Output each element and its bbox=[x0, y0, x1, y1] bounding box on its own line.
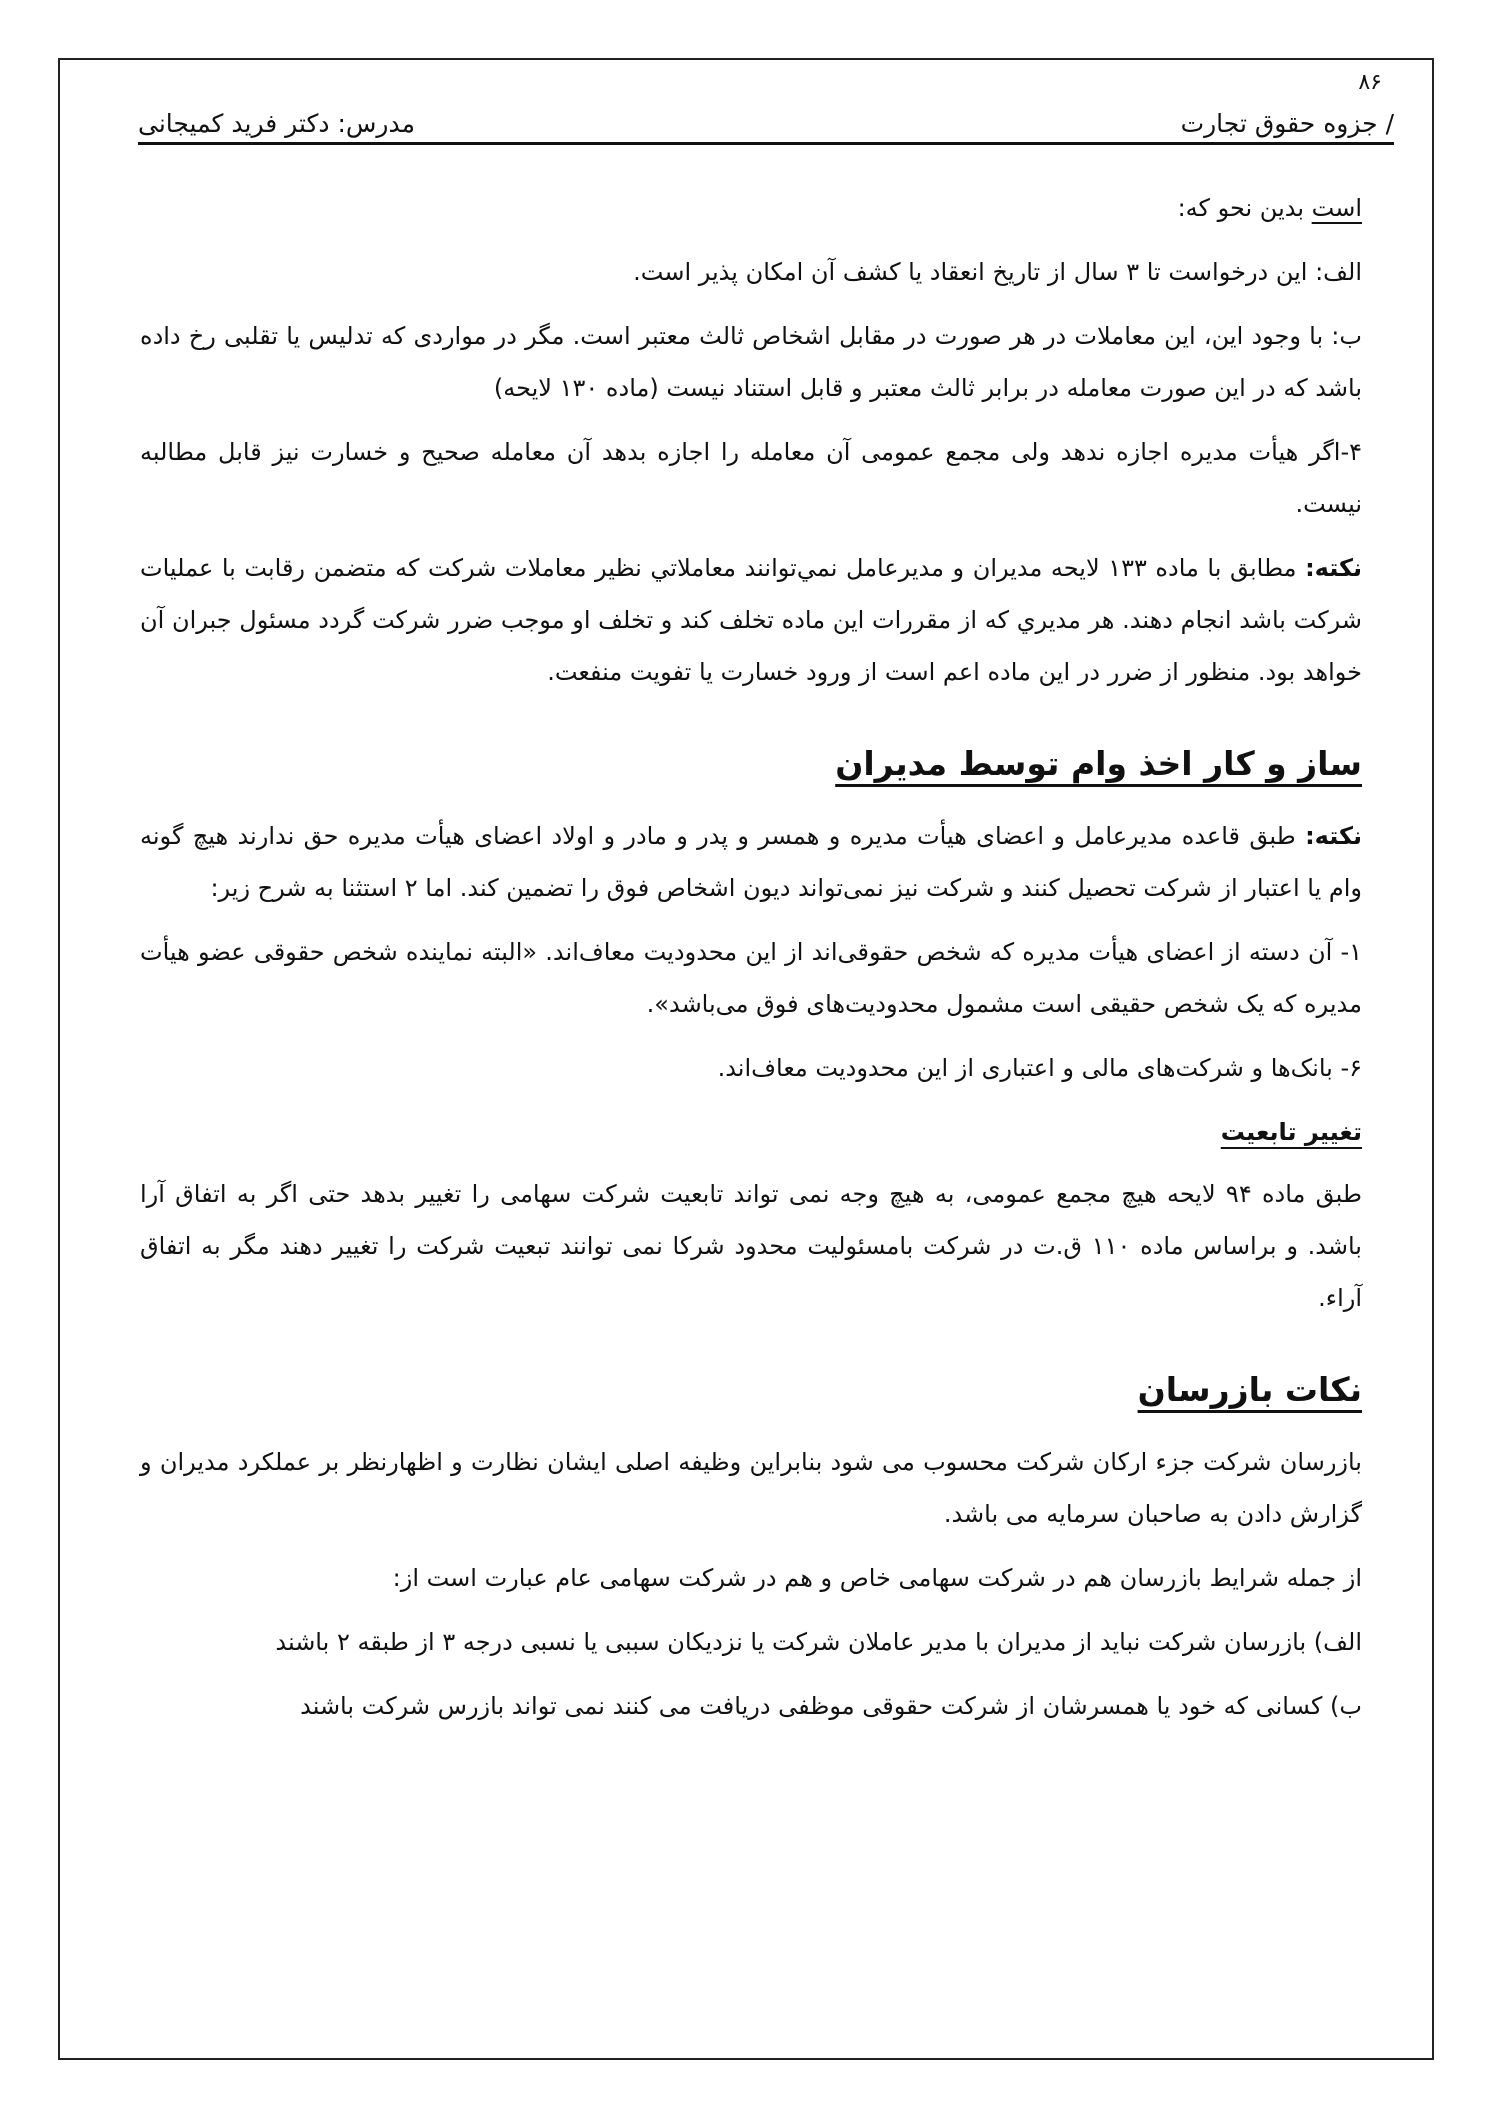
section-heading-loans: ساز و کار اخذ وام توسط مدیران bbox=[835, 744, 1362, 783]
book-title: / جزوه حقوق تجارت bbox=[1180, 109, 1394, 138]
paragraph-inspectors: بازرسان شرکت جزء ارکان شرکت محسوب می شود بنابراین وظیفه اصلی ایشان نظارت و اظهارنظر بر عملکرد مدیران و گزارش دادن به صاحبان سرمایه می باشد. bbox=[140, 1448, 1362, 1528]
note-text: مطابق با ماده ۱۳۳ لایحه مدیران و مدیرعامل نمي‌توانند معاملاتي نظير معاملات شرکت که متضمن رقابت با عمليات شرکت باشد انجام دهند. هر مديري که از مقررات این ماده تخلف کند و تخلف او موجب ضرر شرکت گردد مسئول جبران آن خواهد بود. منظور از ضرر در این ماده اعم است از ورود خسارت یا تفویت منفعت. bbox=[140, 554, 1362, 686]
note-label: نکته: bbox=[1305, 554, 1362, 582]
paragraph-conditions: از جمله شرایط بازرسان هم در شرکت سهامی خاص و هم در شرکت سهامی عام عبارت است از: bbox=[392, 1564, 1362, 1592]
note-label: نکته: bbox=[1305, 822, 1362, 850]
note-loans bbox=[140, 810, 1362, 914]
instructor-name: مدرس: دکتر فرید کمیجانی bbox=[138, 109, 416, 138]
intro-paragraph bbox=[140, 182, 1362, 234]
exception-two: ۶- بانک‌ها و شرکت‌های مالی و اعتباری از این محدودیت معاف‌اند. bbox=[717, 1054, 1362, 1082]
clause-four: ۴-اگر هیأت مدیره اجازه ندهد ولی مجمع عمومی آن معامله را اجازه بدهد آن معامله صحیح و خسارت نیز قابل مطالبه نیست. bbox=[140, 438, 1362, 518]
condition-alef: الف) بازرسان شرکت نباید از مدیران با مدیر عاملان شرکت یا نزدیکان سببی یا نسبی درجه ۳ از طبقه ۲ باشند bbox=[275, 1628, 1362, 1656]
page-number: ۸۶ bbox=[1358, 70, 1382, 95]
subheading-nationality: تغییر تابعیت bbox=[1220, 1118, 1362, 1146]
exception-one: ۱- آن دسته از اعضای هیأت مدیره که شخص حقوقی‌اند از این محدودیت معاف‌اند. «البته نماینده شخص حقوقی عضو هیأت مدیره که یک شخص حقیقی است مشمول محدودیت‌های فوق می‌باشد». bbox=[140, 938, 1362, 1018]
condition-be: ب) کسانی که خود یا همسرشان از شرکت حقوقی موظفی دریافت می کنند نمی تواند بازرس شرکت باشند bbox=[300, 1692, 1362, 1720]
clause-be: ب: با وجود این، این معاملات در هر صورت در مقابل اشخاص ثالث معتبر است. مگر در مواردی که تدلیس یا تقلبی رخ داده باشد که در این صورت معامله در برابر ثالث معتبر و قابل استناد نیست (ماده ۱۳۰ لایحه) bbox=[140, 322, 1362, 402]
intro-text: بدین نحو که: bbox=[1177, 194, 1312, 222]
paragraph-nationality: طبق ماده ۹۴ لایحه هیچ مجمع عمومی، به هیچ وجه نمی تواند تابعیت شرکت سهامی را تغییر بدهد حتی اگر به اتفاق آرا باشد. و براساس ماده ۱۱۰ ق.ت در شرکت بامسئولیت محدود شرکا نمی توانند تبعیت شرکت را تغییر دهند مگر به اتفاق آراء. bbox=[140, 1180, 1362, 1312]
note-text: طبق قاعده مدیرعامل و اعضای هیأت مدیره و همسر و پدر و مادر و اولاد اعضای هیأت مدیره حق ندارند هیچ گونه وام یا اعتبار از شرکت تحصیل کنند و شرکت نیز نمی‌تواند دیون اشخاص فوق را تضمین کند. اما ۲ استثنا به شرح زیر: bbox=[140, 822, 1362, 902]
running-header bbox=[138, 105, 1394, 145]
page-content bbox=[140, 182, 1362, 1744]
clause-alef: الف: این درخواست تا ۳ سال از تاریخ انعقاد یا کشف آن امکان پذیر است. bbox=[633, 258, 1362, 286]
section-heading-inspectors: نکات بازرسان bbox=[1137, 1370, 1362, 1409]
intro-underlined-word: است bbox=[1311, 194, 1362, 222]
note-article-133 bbox=[140, 542, 1362, 698]
